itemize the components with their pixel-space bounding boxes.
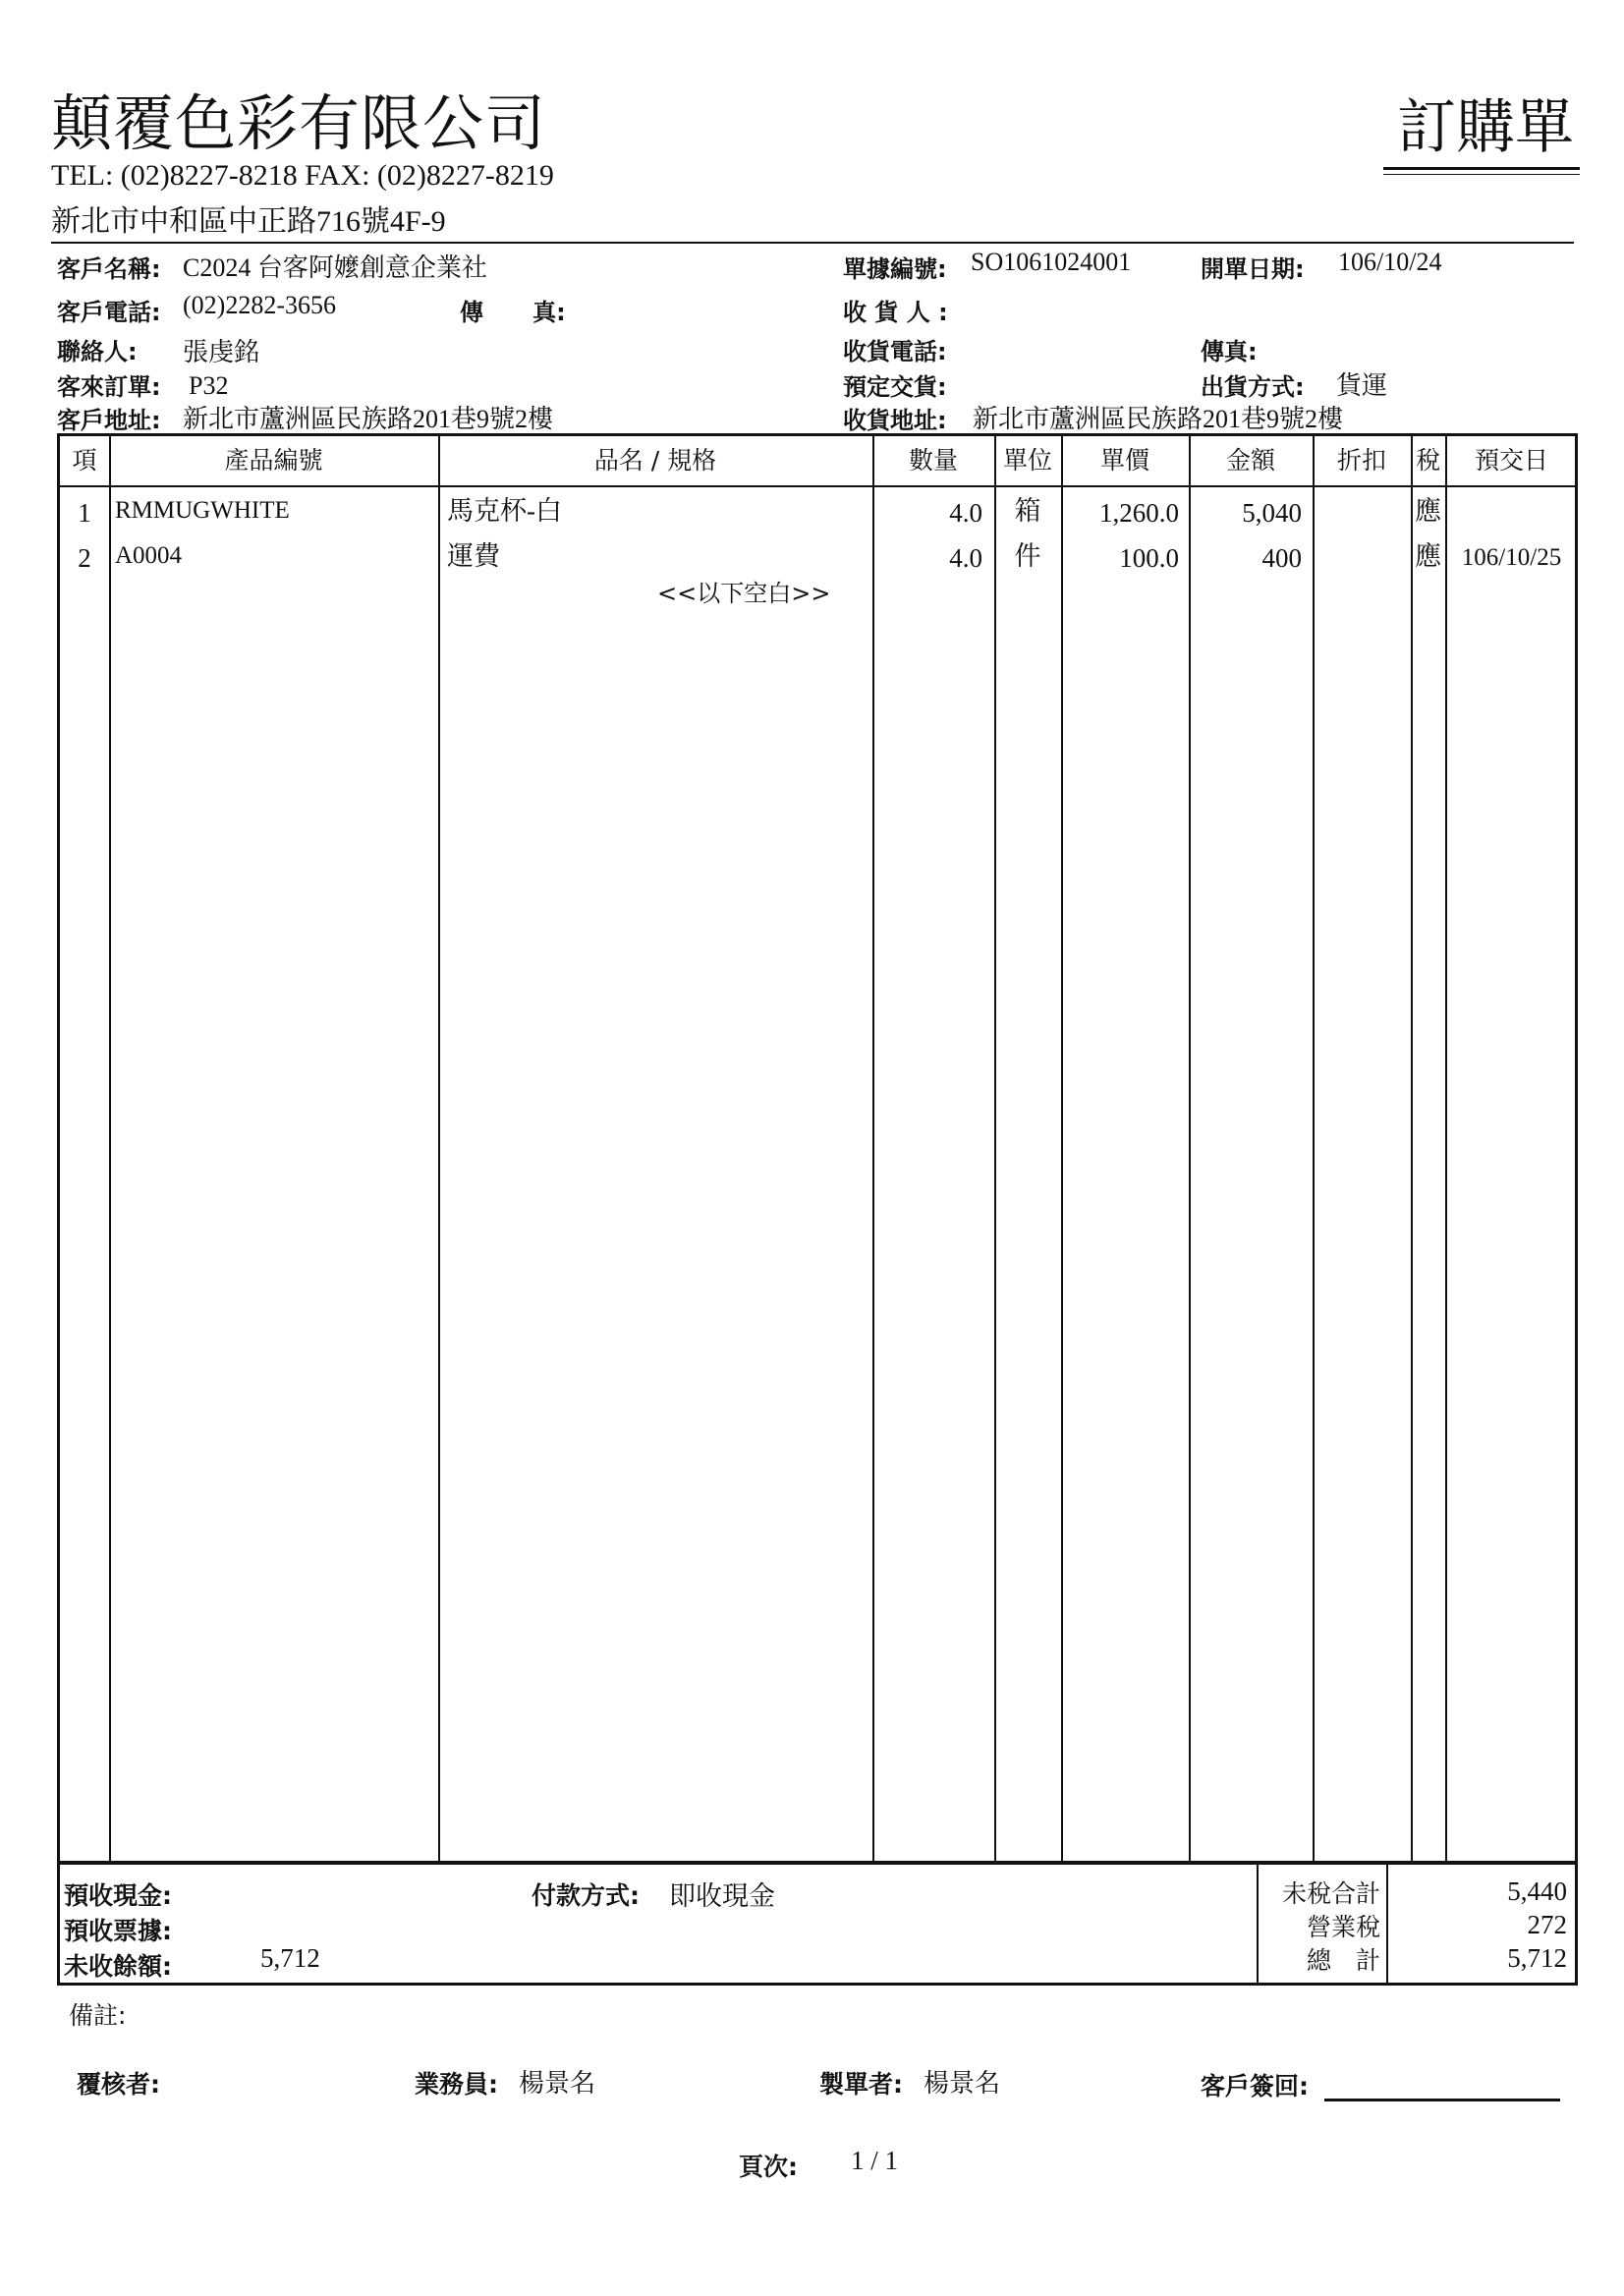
row-amount: 5,040 xyxy=(1242,498,1302,528)
total-label: 總 計 xyxy=(1306,1948,1380,1975)
customer-po: P32 xyxy=(189,371,229,400)
page-label: 頁次: xyxy=(739,2153,798,2181)
header-tax: 稅 xyxy=(1415,446,1440,475)
contact-person-label: 聯絡人: xyxy=(57,338,138,365)
outstanding-amount: 5,712 xyxy=(260,1943,320,1973)
customer-name-label: 客戶名稱: xyxy=(57,255,161,283)
table-header-rule xyxy=(60,485,1575,487)
row-qty: 4.0 xyxy=(949,498,982,528)
open-date-label: 開單日期: xyxy=(1201,255,1305,283)
customer-phone: (02)2282-3656 xyxy=(183,291,336,319)
outstanding-label: 未收餘額: xyxy=(64,1952,172,1981)
row-tax: 應 xyxy=(1415,496,1441,526)
reviewer-label: 覆核者: xyxy=(77,2070,160,2099)
order-no: SO1061024001 xyxy=(971,248,1132,276)
delivery-address-label: 收貨地址: xyxy=(843,407,947,434)
payment-method-label: 付款方式: xyxy=(532,1881,640,1910)
header-qty: 數量 xyxy=(908,446,958,475)
row-code: A0004 xyxy=(115,542,183,569)
col-divider xyxy=(872,436,874,1861)
subtotal-label: 未稅合計 xyxy=(1281,1881,1380,1908)
row-qty: 4.0 xyxy=(949,543,982,573)
customer-po-label: 客來訂單: xyxy=(57,373,161,401)
row-tax: 應 xyxy=(1415,541,1441,571)
payment-method: 即收現金 xyxy=(669,1881,775,1911)
title-underline xyxy=(1383,167,1580,170)
customer-address: 新北市蘆洲區民族路201巷9號2樓 xyxy=(183,405,554,433)
row-unit: 箱 xyxy=(1014,496,1041,526)
title-underline-thin xyxy=(1383,174,1580,175)
summary-box xyxy=(57,1862,1578,1986)
row-item: 1 xyxy=(78,498,91,528)
total-amount: 5,712 xyxy=(1507,1943,1567,1973)
customer-address-label: 客戶地址: xyxy=(57,407,161,434)
tax-amount: 272 xyxy=(1527,1910,1567,1939)
receiver-phone-label: 收貨電話: xyxy=(843,338,947,365)
row-unit: 件 xyxy=(1014,541,1041,571)
header-code: 產品編號 xyxy=(224,446,323,475)
col-divider xyxy=(1445,436,1447,1861)
scheduled-delivery-label: 預定交貨: xyxy=(843,373,947,401)
row-name: 馬克杯-白 xyxy=(447,496,562,526)
page-number: 1 / 1 xyxy=(851,2146,899,2175)
row-item: 2 xyxy=(78,543,91,573)
row-price: 100.0 xyxy=(1119,543,1179,573)
row-name: 運費 xyxy=(447,541,500,571)
ship-method-label: 出貨方式: xyxy=(1201,373,1305,401)
subtotal-amount: 5,440 xyxy=(1507,1876,1567,1906)
col-divider xyxy=(109,436,111,1861)
row-amount: 400 xyxy=(1261,543,1302,573)
header-unit: 單位 xyxy=(1002,446,1052,475)
row-price: 1,260.0 xyxy=(1099,498,1179,528)
blank-below-note: <<以下空白>> xyxy=(657,580,831,607)
col-divider xyxy=(1411,436,1413,1861)
header-due: 預交日 xyxy=(1474,446,1548,475)
customer-name: C2024 台客阿嬤創意企業社 xyxy=(183,253,487,282)
ship-method: 貨運 xyxy=(1336,371,1388,400)
customer-phone-label: 客戶電話: xyxy=(57,299,161,326)
header-price: 單價 xyxy=(1099,446,1149,475)
remarks-label: 備註: xyxy=(69,2001,127,2030)
company-contact: TEL: (02)8227-8218 FAX: (02)8227-8219 xyxy=(51,159,554,192)
signature-line xyxy=(1324,2099,1560,2101)
customer-sign-label: 客戶簽回: xyxy=(1201,2072,1309,2100)
company-name: 顛覆色彩有限公司 xyxy=(51,91,547,158)
row-code: RMMUGWHITE xyxy=(115,497,290,524)
header-divider xyxy=(51,242,1574,244)
open-date: 106/10/24 xyxy=(1338,248,1442,276)
prepaid-note-label: 預收票據: xyxy=(64,1917,172,1945)
header-discount: 折扣 xyxy=(1336,446,1386,475)
col-divider xyxy=(1061,436,1063,1861)
order-no-label: 單據編號: xyxy=(843,255,947,283)
prepaid-cash-label: 預收現金: xyxy=(64,1881,172,1910)
header-amount: 金額 xyxy=(1225,446,1275,475)
fax-label: 傳 真: xyxy=(460,299,566,326)
receiver-label: 收 貨 人 : xyxy=(843,299,948,326)
delivery-address: 新北市蘆洲區民族路201巷9號2樓 xyxy=(973,405,1344,433)
contact-person: 張虔銘 xyxy=(183,338,260,366)
summary-divider xyxy=(1386,1865,1388,1983)
salesperson-label: 業務員: xyxy=(415,2070,498,2099)
tax-label: 營業稅 xyxy=(1306,1915,1380,1941)
creator-label: 製單者: xyxy=(819,2070,903,2099)
header-name: 品名 / 規格 xyxy=(593,446,717,475)
salesperson: 楊景名 xyxy=(519,2069,596,2098)
row-due: 106/10/25 xyxy=(1461,544,1562,571)
creator: 楊景名 xyxy=(924,2069,1001,2098)
summary-divider xyxy=(1257,1865,1259,1983)
receiver-fax-label: 傳真: xyxy=(1201,338,1258,365)
col-divider xyxy=(1189,436,1191,1861)
company-address: 新北市中和區中正路716號4F-9 xyxy=(51,205,446,238)
items-table xyxy=(57,433,1578,1864)
header-item: 項 xyxy=(72,446,97,475)
document-title: 訂購單 xyxy=(1397,95,1574,160)
col-divider xyxy=(438,436,440,1861)
col-divider xyxy=(994,436,996,1861)
col-divider xyxy=(1313,436,1315,1861)
